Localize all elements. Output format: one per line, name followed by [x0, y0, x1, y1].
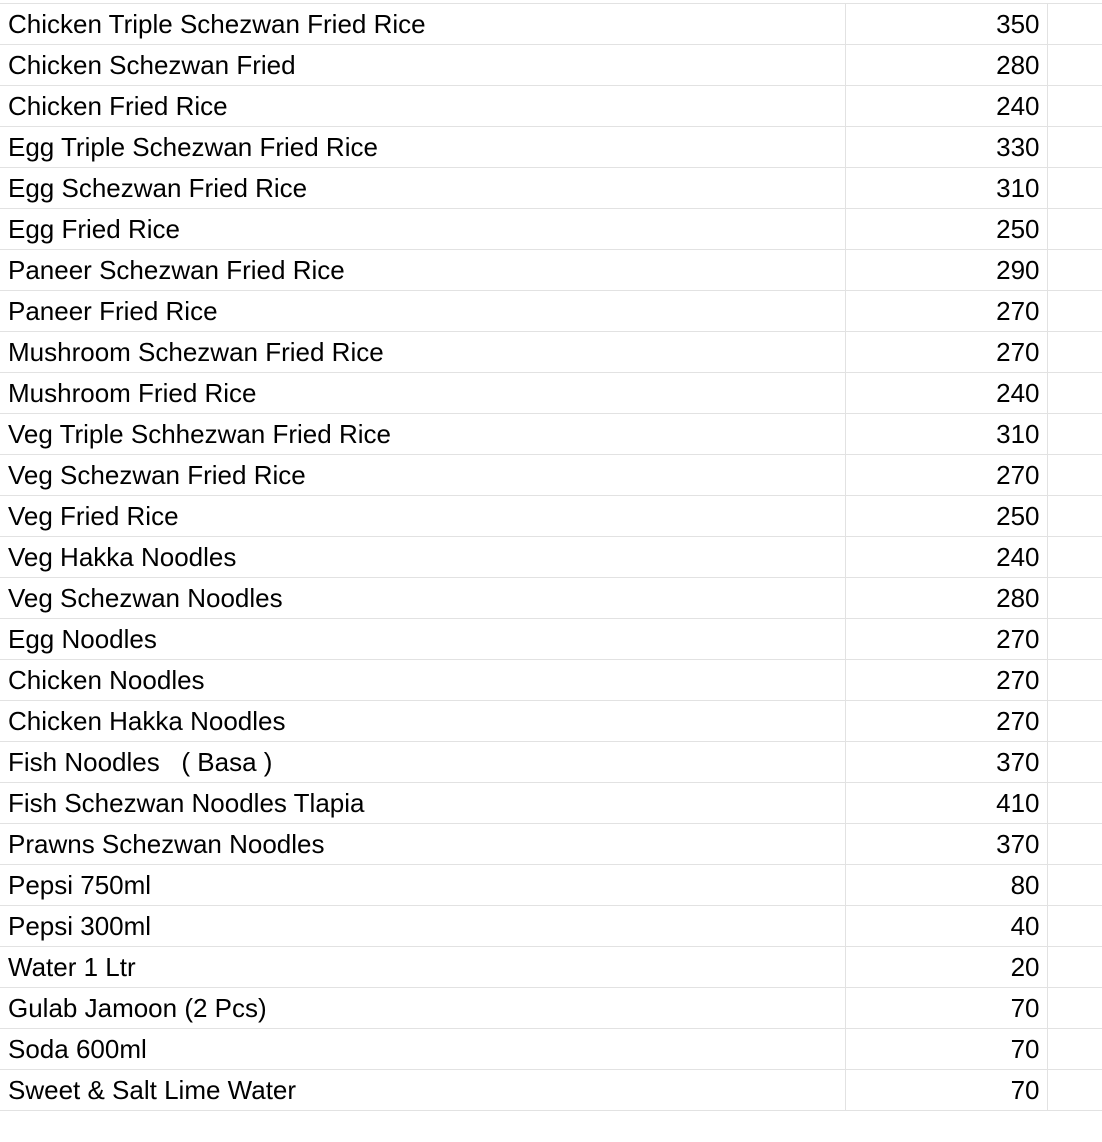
item-name-cell[interactable]: Chicken Fried Rice — [0, 86, 845, 127]
price-cell[interactable]: 290 — [845, 250, 1047, 291]
price-cell[interactable]: 270 — [845, 291, 1047, 332]
item-name-cell[interactable]: Paneer Fried Rice — [0, 291, 845, 332]
price-cell[interactable]: 250 — [845, 496, 1047, 537]
table-row — [0, 373, 1102, 414]
item-name-cell[interactable]: Veg Hakka Noodles — [0, 537, 845, 578]
item-name-cell[interactable]: Chicken Hakka Noodles — [0, 701, 845, 742]
price-cell[interactable]: 80 — [845, 865, 1047, 906]
price-cell[interactable]: 70 — [845, 1029, 1047, 1070]
item-name-cell[interactable]: Veg Triple Schhezwan Fried Rice — [0, 414, 845, 455]
item-name-cell[interactable]: Veg Fried Rice — [0, 496, 845, 537]
price-cell[interactable]: 410 — [845, 783, 1047, 824]
price-cell[interactable]: 280 — [845, 45, 1047, 86]
item-name-cell[interactable]: Fish Schezwan Noodles Tlapia — [0, 783, 845, 824]
table-row — [0, 824, 1102, 865]
table-row — [0, 578, 1102, 619]
item-name-cell[interactable]: Chicken Noodles — [0, 660, 845, 701]
empty-cell[interactable] — [1047, 4, 1102, 45]
price-cell[interactable]: 270 — [845, 701, 1047, 742]
price-cell[interactable]: 370 — [845, 824, 1047, 865]
table-row — [0, 783, 1102, 824]
item-name-cell[interactable]: Paneer Schezwan Fried Rice — [0, 250, 845, 291]
item-name-cell[interactable]: Water 1 Ltr — [0, 947, 845, 988]
empty-cell[interactable] — [1047, 332, 1102, 373]
table-row — [0, 496, 1102, 537]
empty-cell[interactable] — [1047, 86, 1102, 127]
table-row — [0, 701, 1102, 742]
empty-cell[interactable] — [1047, 988, 1102, 1029]
empty-cell[interactable] — [1047, 209, 1102, 250]
price-cell[interactable]: 40 — [845, 906, 1047, 947]
empty-cell[interactable] — [1047, 619, 1102, 660]
item-name-cell[interactable]: Egg Triple Schezwan Fried Rice — [0, 127, 845, 168]
empty-cell[interactable] — [1047, 824, 1102, 865]
item-name-cell[interactable]: Soda 600ml — [0, 1029, 845, 1070]
item-name-cell[interactable]: Chicken Triple Schezwan Fried Rice — [0, 4, 845, 45]
empty-cell[interactable] — [1047, 578, 1102, 619]
table-row — [0, 209, 1102, 250]
empty-cell[interactable] — [1047, 45, 1102, 86]
empty-cell[interactable] — [1047, 414, 1102, 455]
empty-cell[interactable] — [1047, 1029, 1102, 1070]
price-cell[interactable]: 70 — [845, 1070, 1047, 1111]
empty-cell[interactable] — [1047, 291, 1102, 332]
empty-cell[interactable] — [1047, 127, 1102, 168]
empty-cell[interactable] — [1047, 373, 1102, 414]
price-cell[interactable]: 20 — [845, 947, 1047, 988]
table-row — [0, 4, 1102, 45]
empty-cell[interactable] — [1047, 1070, 1102, 1111]
spreadsheet-body — [0, 4, 1102, 1111]
price-cell[interactable]: 310 — [845, 414, 1047, 455]
item-name-cell[interactable]: Mushroom Fried Rice — [0, 373, 845, 414]
item-name-cell[interactable]: Pepsi 300ml — [0, 906, 845, 947]
price-cell[interactable]: 370 — [845, 742, 1047, 783]
table-row — [0, 455, 1102, 496]
item-name-cell[interactable]: Egg Schezwan Fried Rice — [0, 168, 845, 209]
table-row — [0, 291, 1102, 332]
table-row — [0, 127, 1102, 168]
table-row — [0, 86, 1102, 127]
empty-cell[interactable] — [1047, 168, 1102, 209]
table-row — [0, 414, 1102, 455]
table-row — [0, 660, 1102, 701]
table-row — [0, 742, 1102, 783]
item-name-cell[interactable]: Fish Noodles ( Basa ) — [0, 742, 845, 783]
price-cell[interactable]: 280 — [845, 578, 1047, 619]
empty-cell[interactable] — [1047, 250, 1102, 291]
item-name-cell[interactable]: Veg Schezwan Fried Rice — [0, 455, 845, 496]
empty-cell[interactable] — [1047, 742, 1102, 783]
table-row — [0, 332, 1102, 373]
empty-cell[interactable] — [1047, 906, 1102, 947]
table-row — [0, 250, 1102, 291]
price-cell[interactable]: 240 — [845, 373, 1047, 414]
item-name-cell[interactable]: Egg Fried Rice — [0, 209, 845, 250]
price-cell[interactable]: 70 — [845, 988, 1047, 1029]
table-row — [0, 619, 1102, 660]
spreadsheet-grid — [0, 3, 1102, 1111]
item-name-cell[interactable]: Egg Noodles — [0, 619, 845, 660]
price-cell[interactable]: 250 — [845, 209, 1047, 250]
table-row — [0, 45, 1102, 86]
empty-cell[interactable] — [1047, 865, 1102, 906]
empty-cell[interactable] — [1047, 455, 1102, 496]
table-row — [0, 988, 1102, 1029]
empty-cell[interactable] — [1047, 537, 1102, 578]
empty-cell[interactable] — [1047, 660, 1102, 701]
table-row — [0, 865, 1102, 906]
item-name-cell[interactable]: Veg Schezwan Noodles — [0, 578, 845, 619]
table-row — [0, 1029, 1102, 1070]
price-cell[interactable]: 240 — [845, 537, 1047, 578]
price-cell[interactable]: 270 — [845, 332, 1047, 373]
table-row — [0, 168, 1102, 209]
table-row — [0, 947, 1102, 988]
empty-cell[interactable] — [1047, 496, 1102, 537]
item-name-cell[interactable]: Mushroom Schezwan Fried Rice — [0, 332, 845, 373]
price-cell[interactable]: 270 — [845, 455, 1047, 496]
price-cell[interactable]: 350 — [845, 4, 1047, 45]
price-cell[interactable]: 240 — [845, 86, 1047, 127]
item-name-cell[interactable]: Chicken Schezwan Fried — [0, 45, 845, 86]
table-row — [0, 537, 1102, 578]
table-row — [0, 906, 1102, 947]
item-name-cell[interactable]: Pepsi 750ml — [0, 865, 845, 906]
item-name-cell[interactable]: Prawns Schezwan Noodles — [0, 824, 845, 865]
table-row — [0, 1070, 1102, 1111]
price-cell[interactable]: 270 — [845, 660, 1047, 701]
empty-cell[interactable] — [1047, 783, 1102, 824]
price-cell[interactable]: 330 — [845, 127, 1047, 168]
item-name-cell[interactable]: Sweet & Salt Lime Water — [0, 1070, 845, 1111]
item-name-cell[interactable]: Gulab Jamoon (2 Pcs) — [0, 988, 845, 1029]
empty-cell[interactable] — [1047, 947, 1102, 988]
empty-cell[interactable] — [1047, 701, 1102, 742]
price-cell[interactable]: 310 — [845, 168, 1047, 209]
price-cell[interactable]: 270 — [845, 619, 1047, 660]
